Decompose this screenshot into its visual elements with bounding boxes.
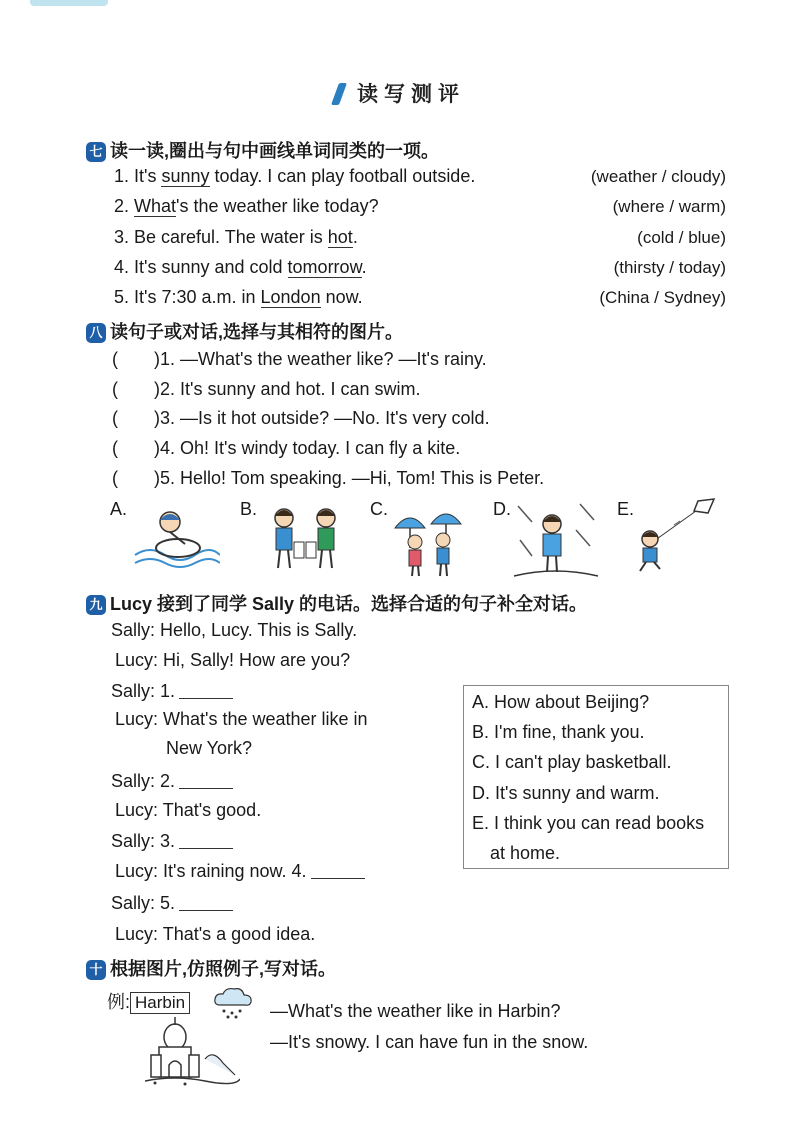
option-c: C. I can't play basketball. <box>472 752 672 772</box>
option-d: D. It's sunny and warm. <box>472 783 660 803</box>
dialogue-line-2: Lucy: Hi, Sally! How are you? <box>115 650 351 670</box>
option-b: B. I'm fine, thank you. <box>472 722 645 742</box>
dialogue-line-5: Sally: 2. <box>111 771 233 792</box>
phone-call-picture <box>262 500 352 580</box>
s7-item-5: 5. It's 7:30 a.m. in London now. <box>114 287 363 307</box>
picture-label-e: E. <box>617 499 635 519</box>
section-7-badge: 七 <box>86 142 106 162</box>
picture-label-a: A. <box>110 499 128 519</box>
cold-snow-picture <box>510 500 600 580</box>
swimming-picture <box>130 500 220 580</box>
section-10-title: 十 根据图片,仿照例子,写对话。 <box>86 955 336 981</box>
picture-label-d: D. <box>493 499 511 519</box>
s7-options-3[interactable]: (cold / blue) <box>637 228 726 247</box>
section-10-badge: 十 <box>86 960 106 980</box>
kite-flying-picture <box>634 495 724 575</box>
s7-item-1: 1. It's sunny today. I can play football outside. <box>114 166 476 186</box>
picture-label-b: B. <box>240 499 258 519</box>
page-header <box>0 78 800 108</box>
s8-item-2: ( )2. It's sunny and hot. I can swim. <box>112 379 421 399</box>
dialogue-line-8: Lucy: It's raining now. 4. <box>115 861 365 882</box>
dialogue-line-10: Lucy: That's a good idea. <box>115 924 316 944</box>
dialogue-line-9: Sally: 5. <box>111 893 233 914</box>
section-7-title: 七 读一读,圈出与句中画线单词同类的一项。 <box>86 137 439 163</box>
top-tab-decoration <box>30 0 108 6</box>
example-answer: —It's snowy. I can have fun in the snow. <box>270 1032 589 1052</box>
s7-item-2: 2. What's the weather like today? <box>114 196 379 216</box>
dialogue-line-4: Lucy: What's the weather like in <box>115 709 368 729</box>
example-label: 例: <box>107 992 131 1012</box>
dialogue-line-7: Sally: 3. <box>111 831 233 852</box>
options-box <box>463 685 729 869</box>
rainy-umbrella-picture <box>385 500 475 580</box>
option-a: A. How about Beijing? <box>472 692 650 712</box>
city-box: Harbin <box>130 992 190 1014</box>
s8-item-1: ( )1. —What's the weather like? —It's rainy. <box>112 349 487 369</box>
example-question: —What's the weather like in Harbin? <box>270 1001 561 1021</box>
dialogue-line-6: Lucy: That's good. <box>115 800 262 820</box>
harbin-building-picture <box>145 1015 240 1087</box>
s7-options-4[interactable]: (thirsty / today) <box>613 258 726 277</box>
s8-item-3: ( )3. —Is it hot outside? —No. It's very cold. <box>112 408 490 428</box>
s7-item-3: 3. Be careful. The water is hot. <box>114 227 358 247</box>
dialogue-blank-5[interactable] <box>179 910 233 911</box>
dialogue-blank-3[interactable] <box>179 848 233 849</box>
s7-options-1[interactable]: (weather / cloudy) <box>590 167 726 186</box>
s7-item-4: 4. It's sunny and cold tomorrow. <box>114 257 367 277</box>
section-9-title: 九 Lucy 接到了同学 Sally 的电话。选择合适的句子补全对话。 <box>86 590 587 616</box>
s7-options-2[interactable]: (where / warm) <box>612 197 726 216</box>
dialogue-blank-1[interactable] <box>179 698 233 699</box>
s7-options-5[interactable]: (China / Sydney) <box>599 288 726 307</box>
section-9-badge: 九 <box>86 595 106 615</box>
dialogue-line-1: Sally: Hello, Lucy. This is Sally. <box>111 620 358 640</box>
picture-label-c: C. <box>370 499 388 519</box>
section-8-badge: 八 <box>86 323 106 343</box>
dialogue-blank-4[interactable] <box>311 878 365 879</box>
dialogue-line-4b: New York? <box>166 738 253 758</box>
dialogue-blank-2[interactable] <box>179 788 233 789</box>
dialogue-line-3: Sally: 1. <box>111 681 233 702</box>
s8-item-5: ( )5. Hello! Tom speaking. —Hi, Tom! This is Peter. <box>112 468 545 488</box>
option-e-continued: at home. <box>490 843 561 863</box>
pencil-icon <box>331 83 347 105</box>
page-title: 读写测评 <box>357 83 465 106</box>
section-8-title: 八 读句子或对话,选择与其相符的图片。 <box>86 318 403 344</box>
option-e: E. I think you can read books <box>472 813 705 833</box>
s8-item-4: ( )4. Oh! It's windy today. I can fly a kite. <box>112 438 461 458</box>
snow-cloud-icon <box>212 985 254 1019</box>
example-row <box>107 988 190 1014</box>
